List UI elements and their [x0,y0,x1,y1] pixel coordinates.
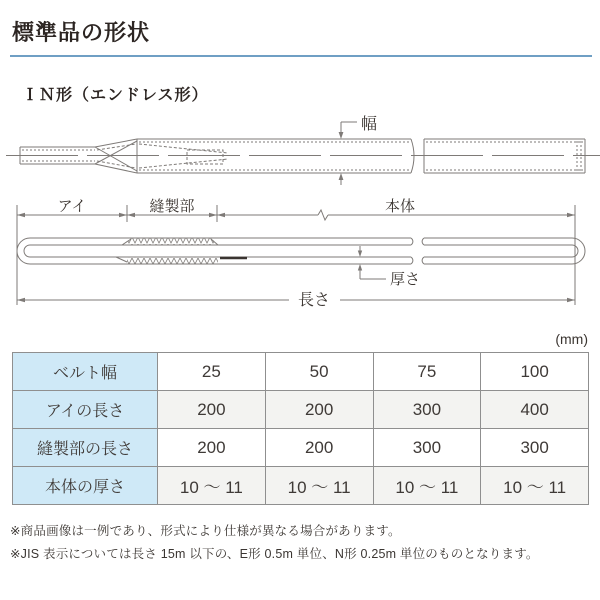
dimension-lines [17,205,575,305]
table-cell: 200 [158,391,266,429]
table-cell: 25 [158,353,266,391]
width-dimension [339,115,377,185]
belt-plan-outline [6,139,600,173]
table-row-sewn-length [13,429,589,467]
belt-side-outline [17,238,585,264]
thickness-dimension-label: 厚さ [390,271,421,288]
footnote-2: ※JIS 表示については長さ 15m 以下の、E形 0.5m 単位、N形 0.25m 単位のものとなります。 [10,547,539,561]
row-header-sewn-length: 縫製部の長さ [13,429,158,467]
width-dimension-label: 幅 [361,116,378,133]
length-dimension-label: 長さ [297,292,331,309]
sewn-dimension-label: 縫製部 [149,198,195,215]
table-cell: 50 [265,353,373,391]
spec-table [12,352,589,505]
table-cell: 300 [373,429,481,467]
stitch-hatching [127,238,247,264]
eye-dimension-label: アイ [57,198,87,215]
table-cell: 10 ～ 11 [481,467,589,505]
table-cell: 400 [481,391,589,429]
page-title: 標準品の形状 [12,20,151,45]
table-cell: 75 [373,353,481,391]
table-cell: 200 [265,391,373,429]
row-header-eye-length: アイの長さ [13,391,158,429]
table-row-body-thickness [13,467,589,505]
row-header-belt-width: ベルト幅 [13,353,158,391]
table-row-belt-width [13,353,589,391]
body-dimension-label: 本体 [384,198,416,215]
top-view-diagram [0,108,600,193]
side-view-diagram [0,195,600,320]
row-header-body-thickness: 本体の厚さ [13,467,158,505]
section-subtitle: ＩＮ形（エンドレス形） [22,87,209,104]
thickness-dimension [358,246,386,279]
table-cell: 300 [373,391,481,429]
table-cell: 10 ～ 11 [373,467,481,505]
table-row-eye-length [13,391,589,429]
table-cell: 200 [265,429,373,467]
unit-label: (mm) [555,331,588,347]
side-view-labels [58,197,420,309]
table-cell: 10 ～ 11 [265,467,373,505]
title-underline [10,55,592,57]
table-cell: 10 ～ 11 [158,467,266,505]
table-cell: 200 [158,429,266,467]
table-cell: 100 [481,353,589,391]
table-cell: 300 [481,429,589,467]
footnote-1: ※商品画像は一例であり、形式により仕様が異なる場合があります。 [10,524,401,538]
